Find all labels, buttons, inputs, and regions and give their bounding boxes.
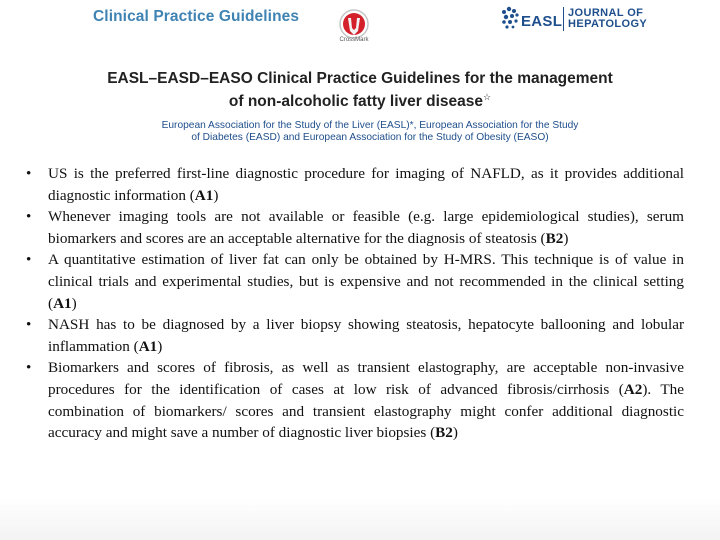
journal-name-line2: HEPATOLOGY <box>568 18 648 30</box>
authors-line1: European Association for the Study of the Liver (EASL)*, European Association for the Study <box>161 120 579 131</box>
bullet: • <box>26 251 32 269</box>
recommendation-text: Whenever imaging tools are not available or feasible (e.g. large epidemiological studies), serum biomarkers and scores are an acceptable alternative for the diagnosis of steatosis (B2) <box>48 208 684 247</box>
evidence-grade: A1 <box>138 337 158 355</box>
evidence-grade: A1 <box>53 294 72 312</box>
list-item <box>18 206 684 249</box>
bullet: • <box>26 165 32 182</box>
journal-divider <box>563 7 564 31</box>
recommendation-text: A quantitative estimation of liver fat can only be obtained by H-MRS. This technique is of value in clinical trials and experimental studies, but is expensive and not recommended in the clinical setting (A1) <box>48 251 684 312</box>
easl-logo-text: EASL <box>521 13 563 30</box>
list-item <box>18 249 684 314</box>
journal-name-line1: JOURNAL OF <box>568 7 644 19</box>
crossmark-caption: CrossMark <box>339 37 369 43</box>
evidence-grade: B2 <box>545 229 564 247</box>
list-item <box>18 314 684 357</box>
bullet: • <box>26 359 32 377</box>
article-title-line2-text: of non-alcoholic fatty liver disease <box>228 93 483 111</box>
evidence-grade: A1 <box>194 186 214 204</box>
evidence-grade: A2 <box>623 380 643 398</box>
recommendation-text: NASH has to be diagnosed by a liver biopsy showing steatosis, hepatocyte ballooning and lobular inflammation (A1) <box>48 316 684 355</box>
recommendation-text: Biomarkers and scores of fibrosis, as well as transient elastography, are acceptable non-invasive procedures for the identification of cases at low risk of advanced fibrosis/cirrhosis (A2). The combination of biomarkers/ scores and transient elastography might confer additional diagnostic accuracy and might save a number of diagnostic liver biopsies (B2) <box>48 359 684 442</box>
list-item <box>18 163 684 206</box>
title-footnote-mark: ☆ <box>483 92 492 102</box>
series-label: Clinical Practice Guidelines <box>93 8 300 25</box>
article-title-line1: EASL–EASD–EASO Clinical Practice Guidelines for the management <box>107 70 613 87</box>
bullet: • <box>26 208 32 226</box>
recommendation-text: US is the preferred first-line diagnostic procedure for imaging of NAFLD, as it provides additional diagnostic information (A1) <box>48 165 684 204</box>
bullet: • <box>26 316 32 334</box>
list-item <box>18 357 684 443</box>
article-authors <box>90 120 650 144</box>
article-title <box>80 70 640 111</box>
authors-line2: of Diabetes (EASD) and European Association for the Study of Obesity (EASO) <box>191 132 549 143</box>
article-title-line2 <box>80 88 640 111</box>
recommendation-list <box>18 163 684 444</box>
bottom-gradient-band <box>0 498 720 540</box>
evidence-grade: B2 <box>435 424 453 442</box>
